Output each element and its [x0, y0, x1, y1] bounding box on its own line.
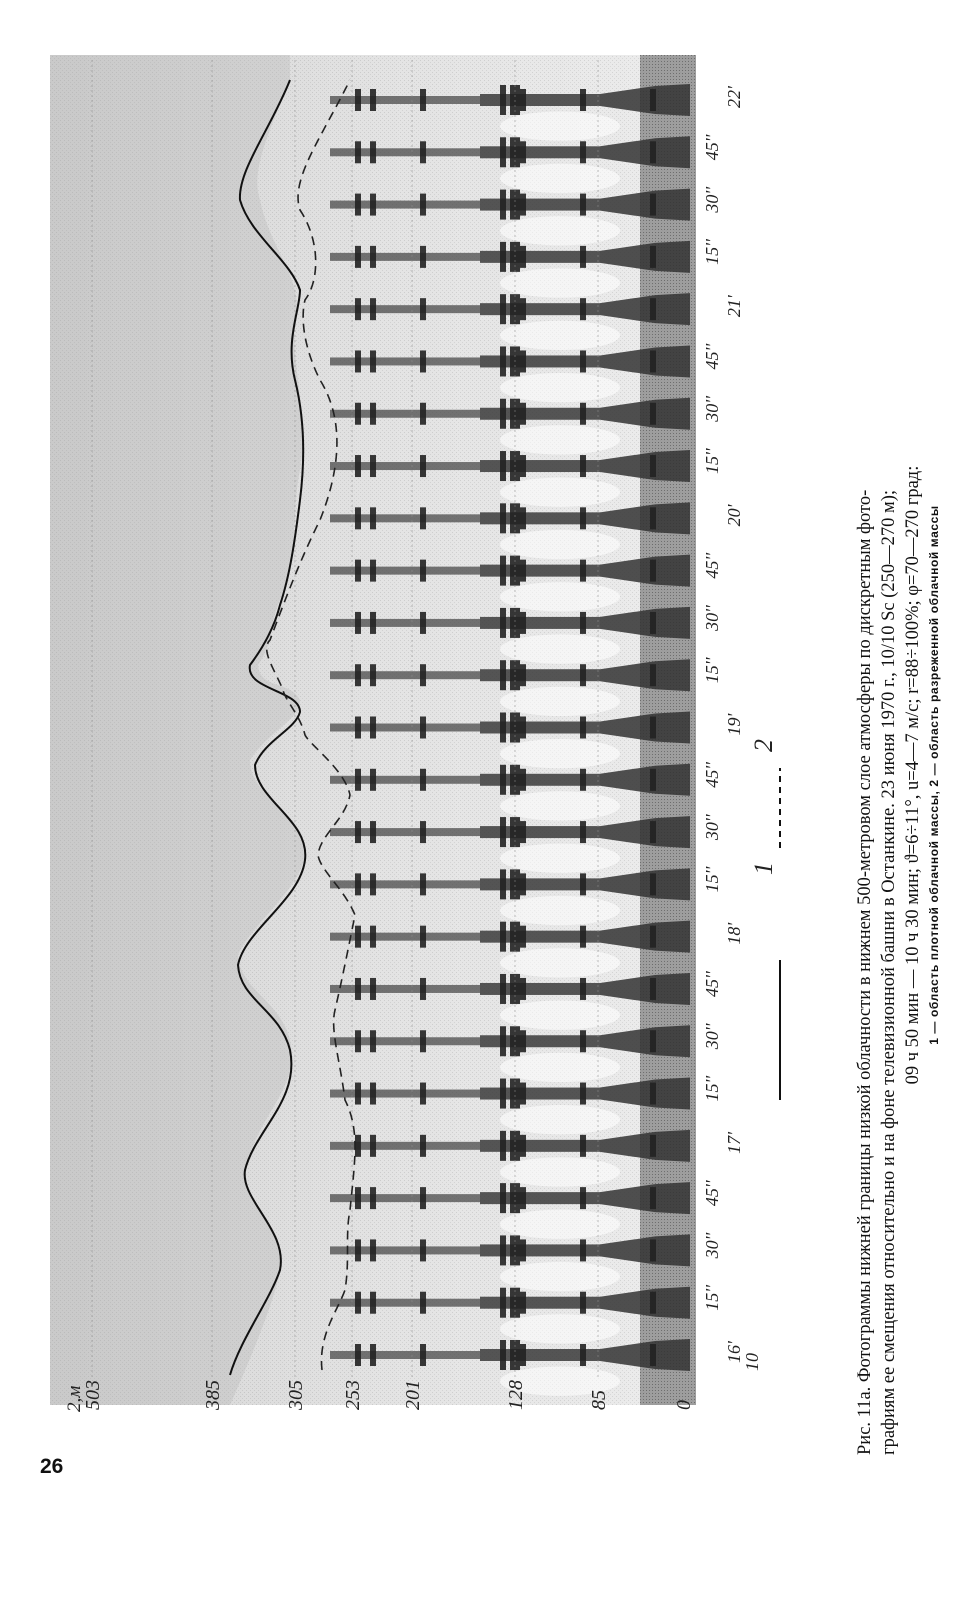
svg-text:21': 21'	[724, 295, 744, 318]
svg-text:45'': 45''	[702, 1180, 722, 1207]
time-label-21	[724, 294, 744, 317]
time-label-14	[702, 656, 722, 683]
time-label-17	[724, 503, 744, 526]
time-label-25	[724, 85, 744, 108]
height-label-305: 305	[285, 1380, 307, 1410]
time-label-13	[724, 713, 744, 736]
svg-text:30'': 30''	[702, 1232, 722, 1259]
caption-line-1: Рис. 11а. Фотограммы нижней границы низкой облачности в нижнем 500-метровом слое атмосферы по дискретным фото-	[855, 489, 875, 1455]
time-label-12	[702, 761, 722, 788]
svg-text:18': 18'	[724, 922, 744, 945]
svg-text:15'': 15''	[702, 448, 722, 475]
height-label-385: 385	[202, 1380, 224, 1410]
time-label-19	[702, 395, 722, 423]
time-label-24	[702, 133, 722, 160]
time-label-2	[702, 1284, 722, 1311]
time-label-22	[702, 238, 722, 265]
time-label-18	[702, 447, 722, 474]
time-label-23	[702, 186, 722, 214]
time-label-15	[702, 604, 722, 632]
height-label-253: 253	[342, 1380, 364, 1410]
time-label-9	[724, 922, 744, 945]
time-label-6	[702, 1075, 722, 1102]
svg-text:15'': 15''	[702, 1075, 722, 1102]
height-label-201: 201	[402, 1380, 424, 1410]
svg-text:30'': 30''	[702, 396, 722, 422]
svg-text:16': 16'	[724, 1341, 744, 1363]
time-label-10	[702, 866, 722, 893]
svg-text:15'': 15''	[702, 866, 722, 893]
height-label-85: 85	[588, 1390, 610, 1410]
svg-text:45'': 45''	[702, 343, 722, 370]
caption-legend: 1 — область плотной облачной массы, 2 — область разреженной облачной массы	[927, 505, 941, 1045]
page-number: 26	[40, 1455, 64, 1478]
time-label-11	[702, 813, 722, 841]
time-label-8	[702, 970, 722, 997]
svg-text:30'': 30''	[702, 605, 722, 631]
svg-text:15'': 15''	[702, 1285, 722, 1311]
svg-text:17': 17'	[724, 1131, 744, 1154]
time-label-20	[702, 343, 722, 370]
svg-text:30'': 30''	[702, 814, 722, 841]
svg-text:19': 19'	[724, 713, 744, 736]
svg-text:45'': 45''	[702, 762, 722, 788]
legend-label-2: 2	[749, 739, 778, 752]
svg-text:45'': 45''	[702, 552, 722, 579]
figure-caption	[853, 95, 976, 1455]
time-label-4	[702, 1179, 722, 1206]
time-label-7	[702, 1022, 722, 1050]
time-label-16	[702, 552, 722, 579]
time-label-3	[702, 1232, 722, 1260]
svg-text:45'': 45''	[702, 971, 722, 997]
svg-text:30'': 30''	[702, 1023, 722, 1050]
height-axis-unit: 2,м	[64, 1385, 85, 1412]
svg-text:20': 20'	[724, 504, 744, 527]
svg-text:15'': 15''	[702, 657, 722, 684]
svg-text:45'': 45''	[702, 134, 722, 161]
time-label-5	[724, 1131, 744, 1154]
svg-text:10: 10	[742, 1353, 762, 1371]
time-labels	[702, 85, 762, 1371]
height-label-128: 128	[505, 1380, 527, 1410]
height-label-503: 503	[82, 1380, 104, 1410]
time-label-1	[724, 1340, 762, 1371]
caption-line-2: графиям ее смещения относительно и на фоне телевизионной башни в Останкине. 23 июня 1970 г., 10/10 Sc (250—270 м);	[879, 489, 899, 1455]
height-label-0: 0	[673, 1400, 695, 1410]
svg-text:15'': 15''	[702, 239, 722, 265]
svg-text:22': 22'	[724, 86, 744, 108]
legend-label-1: 1	[749, 862, 778, 875]
svg-text:30'': 30''	[702, 186, 722, 213]
caption-line-3: 09 ч 50 мин — 10 ч 30 мин; ϑ=6÷11°, u=4—7 м/с; r=88÷100%; φ=70—270 град:	[903, 465, 923, 1085]
